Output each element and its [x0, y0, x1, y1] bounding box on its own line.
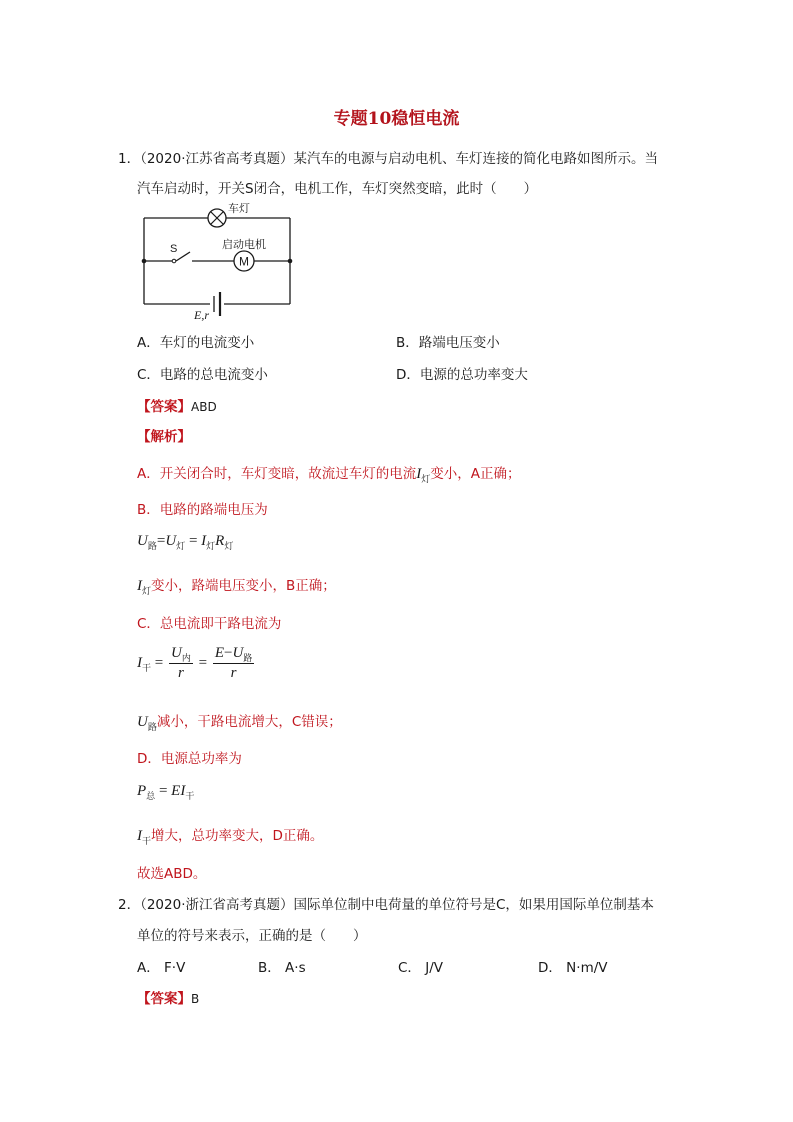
q2-option-a: A． F·V [137, 960, 186, 976]
analysis-c-result-text: 减小，干路电流增大，C错误； [156, 714, 342, 730]
analysis-d-result-text: 增大，总功率变大，D正确。 [151, 828, 324, 844]
answer-value: ABD [191, 400, 217, 414]
page-title: 专题10稳恒电流 [333, 109, 460, 129]
answer-label: 【答案】 [137, 399, 191, 415]
analysis-conclusion: 故选ABD。 [137, 866, 207, 882]
q2-answer-label: 【答案】 [137, 991, 191, 1007]
formula-terminal-voltage: $U_路=U_灯 = I_灯R_灯$ [137, 533, 234, 552]
q1-answer [137, 395, 217, 415]
switch-label: S [170, 243, 178, 255]
q2-answer-value: B [191, 992, 200, 1006]
q2-option-c: C． J/V [398, 960, 443, 976]
analysis-b-result-text: 变小，路端电压变小，B正确； [151, 578, 336, 594]
analysis-a-suffix: 变小，A正确； [430, 466, 521, 482]
q2-stem-line2: 单位的符号来表示，正确的是（ ） [137, 928, 367, 944]
lamp-label: 车灯 [228, 202, 250, 215]
current-lamp-symbol: $I_灯$ [416, 466, 431, 485]
analysis-c-intro: C．总电流即干路电流为 [137, 616, 282, 632]
q1-option-a: A．车灯的电流变小 [137, 335, 255, 351]
q1-option-d: D．电源的总功率变大 [396, 367, 528, 383]
analysis-c-result: $U_路$减小，干路电流增大，C错误； [137, 714, 342, 733]
q2-answer [137, 987, 199, 1007]
motor-label: 启动电机 [222, 238, 266, 251]
formula-total-power: $P_总 = EI_干$ [137, 783, 195, 802]
analysis-a [137, 462, 521, 483]
q1-option-c: C．电路的总电流变小 [137, 367, 268, 383]
analysis-d-intro: D．电源总功率为 [137, 751, 242, 767]
lamp-symbol [208, 209, 226, 227]
analysis-a-prefix: A．开关闭合时，车灯变暗，故流过车灯的电流 [137, 466, 417, 482]
circuit-diagram [136, 200, 298, 324]
analysis-b-intro: B．电路的路端电压为 [137, 502, 268, 518]
analysis-d-result: $I_干$增大，总功率变大，D正确。 [137, 828, 324, 847]
motor-symbol-label: M [239, 254, 249, 269]
q2-option-b: B． A·s [258, 960, 306, 976]
q2-option-d: D． N·m/V [538, 960, 608, 976]
formula-total-current: $I_干$ = $\frac{U_内}{r}$ = $\frac{E-U_路}{r}$ [137, 645, 253, 681]
q1-stem-line2: 汽车启动时，开关S闭合，电机工作，车灯突然变暗，此时（ ） [137, 181, 538, 197]
analysis-b-result: $I_灯$变小，路端电压变小，B正确； [137, 578, 336, 597]
analysis-label: 【解析】 [137, 429, 191, 445]
source-label: E,r [194, 308, 209, 322]
q1-stem-line1: 1．（2020·江苏省高考真题）某汽车的电源与启动电机、车灯连接的简化电路如图所示。当 [118, 151, 658, 167]
q2-stem-line1: 2．（2020·浙江省高考真题）国际单位制中电荷量的单位符号是C，如果用国际单位制基本 [118, 897, 654, 913]
q1-option-b: B．路端电压变小 [396, 335, 500, 351]
